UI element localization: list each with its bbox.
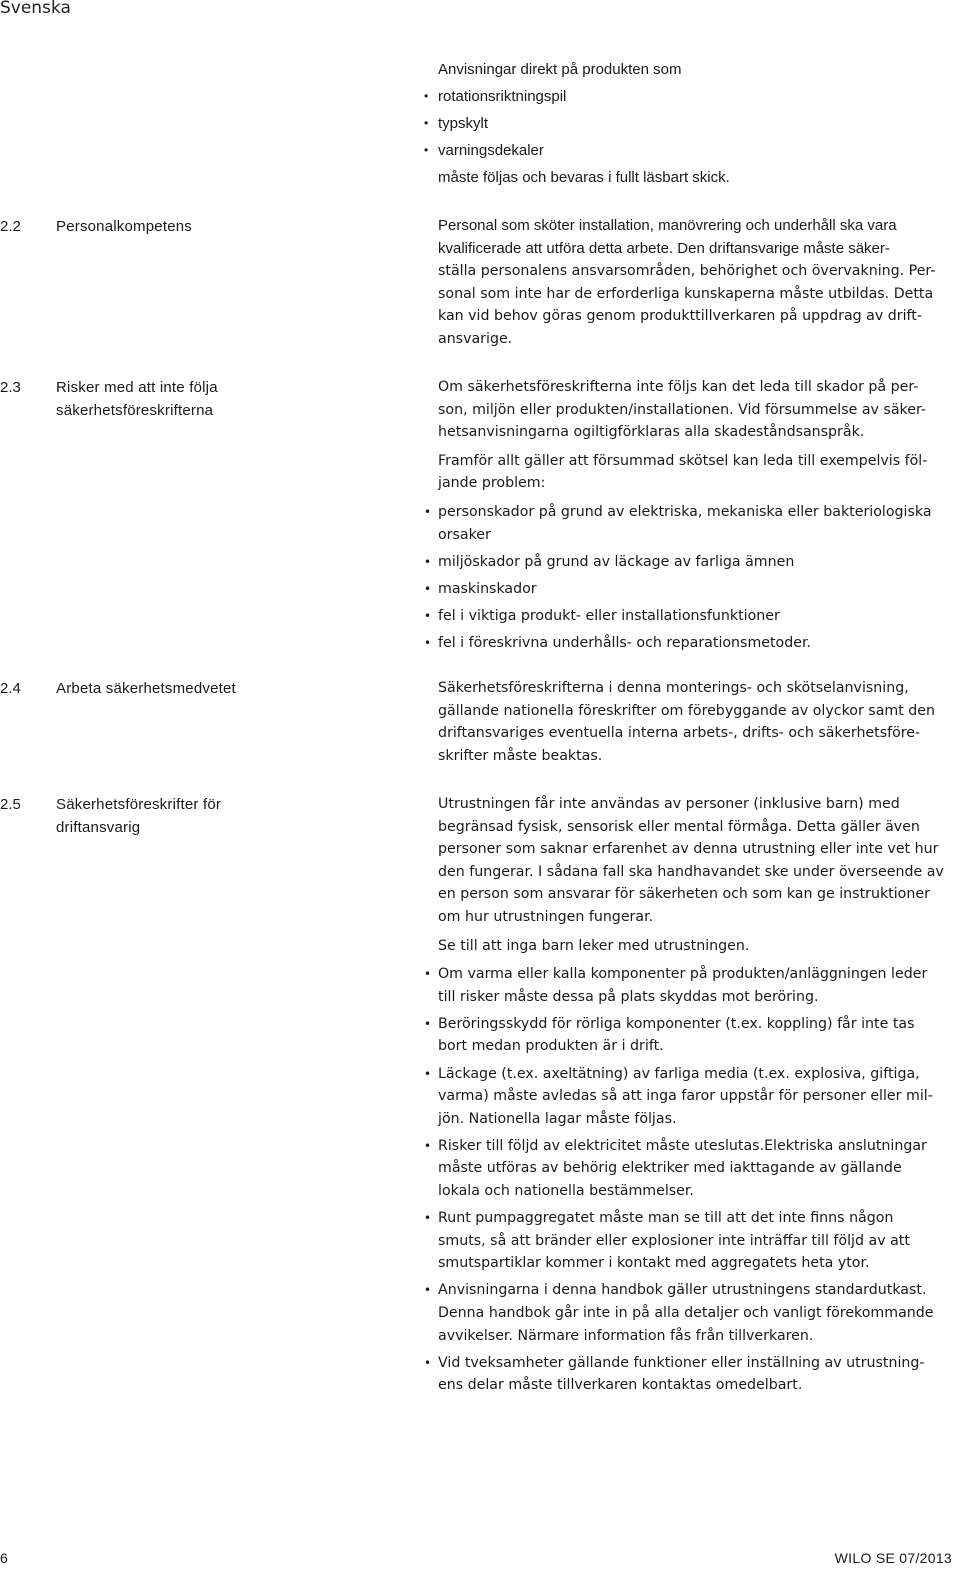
text-line: Utrustningen får inte användas av personer (inklusive barn) med [438, 796, 900, 812]
list-item [438, 963, 954, 1008]
section-2-5-body [438, 793, 954, 1403]
section-number: 2.5 [0, 796, 21, 813]
text-line: • Om varma eller kalla komponenter på produkten/anläggningen leder [438, 966, 928, 983]
section-number: 2.4 [0, 680, 21, 697]
text-line: • Runt pumpaggregatet måste man se till att det inte finns någon [438, 1210, 894, 1227]
text-line: son, miljön eller produkten/installationen. Vid försummelse av säker- [438, 401, 927, 418]
text-line: begränsad fysisk, sensorisk eller mental förmåga. Detta gäller även [438, 818, 920, 835]
text-line: måste utföras av behörig elektriker med iakttagande av gällande [438, 1160, 902, 1177]
text-line: bort medan produkten är i drift. [438, 1038, 664, 1055]
text-line: • Beröringsskydd för rörliga komponenter (t.ex. koppling) får inte tas [438, 1015, 915, 1032]
text-line: ens delar måste tillverkaren kontaktas omedelbart. [438, 1377, 803, 1394]
section-title-line: Risker med att inte följa [56, 379, 218, 396]
text-line: smutspartiklar kommer i kontakt med aggregatets heta ytor. [438, 1255, 870, 1272]
intro-lead: Anvisningar direkt på produkten som [438, 61, 682, 78]
list-item [438, 578, 954, 601]
text-line: • Läckage (t.ex. axeltätning) av farliga media (t.ex. explosiva, giftiga, [438, 1065, 920, 1082]
section-title [56, 793, 356, 839]
text-line: • maskinskador [438, 580, 537, 597]
section-title: Personalkompetens [56, 218, 192, 235]
text-line: varma) måste avledas så att inga faror uppstår för personer eller mil- [438, 1088, 933, 1105]
list-item: • typskylt [438, 112, 954, 135]
text-line: gällande nationella föreskrifter om förebyggande av olyckor samt den [438, 702, 936, 719]
problem-list [438, 501, 954, 655]
text-line: skrifter måste beaktas. [438, 747, 603, 764]
section-title-line: Säkerhetsföreskrifter för [56, 796, 222, 813]
intro-block [438, 58, 954, 195]
text-line: • personskador på grund av elektriska, mekaniska eller bakteriologiska [438, 503, 932, 520]
text-line: smuts, så att bränder eller explosioner inte inträffar till följd av att [438, 1232, 910, 1249]
text-line: • Anvisningarna i denna handbok gäller utrustningens standardutkast. [438, 1282, 927, 1299]
section-title: Arbeta säkerhetsmedvetet [56, 680, 236, 697]
text-line: jön. Nationella lagar måste följas. [438, 1110, 677, 1127]
section-2-4-body [438, 677, 954, 767]
text-line: avvikelser. Närmare information fås från tillverkaren. [438, 1327, 814, 1344]
list-item [438, 551, 954, 574]
text-line: kvalificerade att utföra detta arbete. Den driftansvarige måste säker- [438, 239, 890, 257]
list-item [438, 1135, 954, 1203]
text-line: • fel i viktiga produkt- eller installationsfunktioner [438, 607, 780, 624]
list-item [438, 1279, 954, 1347]
section-number: 2.3 [0, 379, 21, 396]
paragraph: Se till att inga barn leker med utrustningen. [438, 937, 750, 954]
list-item [438, 632, 954, 655]
list-item [438, 501, 954, 546]
paragraph [438, 376, 954, 444]
list-item [438, 605, 954, 628]
text-line: • Vid tveksamheter gällande funktioner eller inställning av utrustning- [438, 1354, 925, 1371]
text-line: Säkerhetsföreskrifterna i denna monterings- och skötselanvisning, [438, 680, 909, 696]
text-line: • fel i föreskrivna underhålls- och reparationsmetoder. [438, 634, 812, 651]
intro-list [438, 85, 954, 162]
list-item [438, 1013, 954, 1058]
text-line: • miljöskador på grund av läckage av farliga ämnen [438, 553, 795, 570]
intro-tail: måste följas och bevaras i fullt läsbart skick. [438, 169, 730, 186]
list-item [438, 1063, 954, 1131]
list-item: • varningsdekaler [438, 139, 954, 162]
text-line: den fungerar. I sådana fall ska handhavandet ske under överseende av [438, 863, 944, 880]
text-line: till risker måste dessa på plats skyddas mot beröring. [438, 988, 819, 1005]
text-line: om hur utrustningen fungerar. [438, 908, 654, 925]
section-2-2-body [438, 215, 954, 351]
text-line: • Risker till följd av elektricitet måste uteslutas.Elektriska anslutningar [438, 1137, 927, 1154]
text-line: ställa personalens ansvarsområden, behörighet och övervakning. Per- [438, 263, 936, 280]
safety-list [438, 963, 954, 1397]
text-line: kan vid behov göras genom produkttillverkaren på uppdrag av drift- [438, 308, 922, 325]
list-item: • rotationsriktningspil [438, 85, 954, 108]
text-line: driftansvariges eventuella interna arbets-, drifts- och säkerhetsföre- [438, 725, 921, 742]
text-line: lokala och nationella bestämmelser. [438, 1183, 694, 1199]
page-language-label: Svenska [0, 0, 71, 18]
section-title-line: säkerhetsföreskrifterna [56, 402, 214, 419]
paragraph [438, 793, 954, 929]
section-2-3-body [438, 376, 954, 661]
paragraph [438, 450, 954, 495]
text-line: personer som saknar erfarenhet av denna utrustning eller inte vet hur [438, 841, 939, 858]
text-line: Framför allt gäller att försummad skötsel kan leda till exempelvis föl- [438, 452, 928, 469]
footer-brand: WILO SE 07/2013 [834, 1550, 952, 1566]
page-number: 6 [0, 1550, 8, 1566]
text-line: orsaker [438, 526, 491, 543]
section-number: 2.2 [0, 218, 21, 235]
text-line: Personal som sköter installation, manövrering och underhåll ska vara [438, 217, 897, 234]
section-title-line: driftansvarig [56, 819, 141, 836]
text-line: ansvarige. [438, 330, 513, 347]
text-line: hetsanvisningarna ogiltigförklaras alla skadeståndsanspråk. [438, 424, 865, 441]
text-line: jande problem: [438, 475, 546, 492]
text-line: sonal som inte har de erforderliga kunskaperna måste utbildas. Detta [438, 285, 934, 302]
list-item [438, 1207, 954, 1275]
text-line: Denna handbok går inte in på alla detaljer och vanligt förekommande [438, 1304, 934, 1321]
text-line: Om säkerhetsföreskrifterna inte följs kan det leda till skador på per- [438, 379, 919, 395]
list-item [438, 1352, 954, 1397]
section-title [56, 376, 356, 422]
text-line: en person som ansvarar för säkerheten och som kan ge instruktioner [438, 886, 930, 903]
